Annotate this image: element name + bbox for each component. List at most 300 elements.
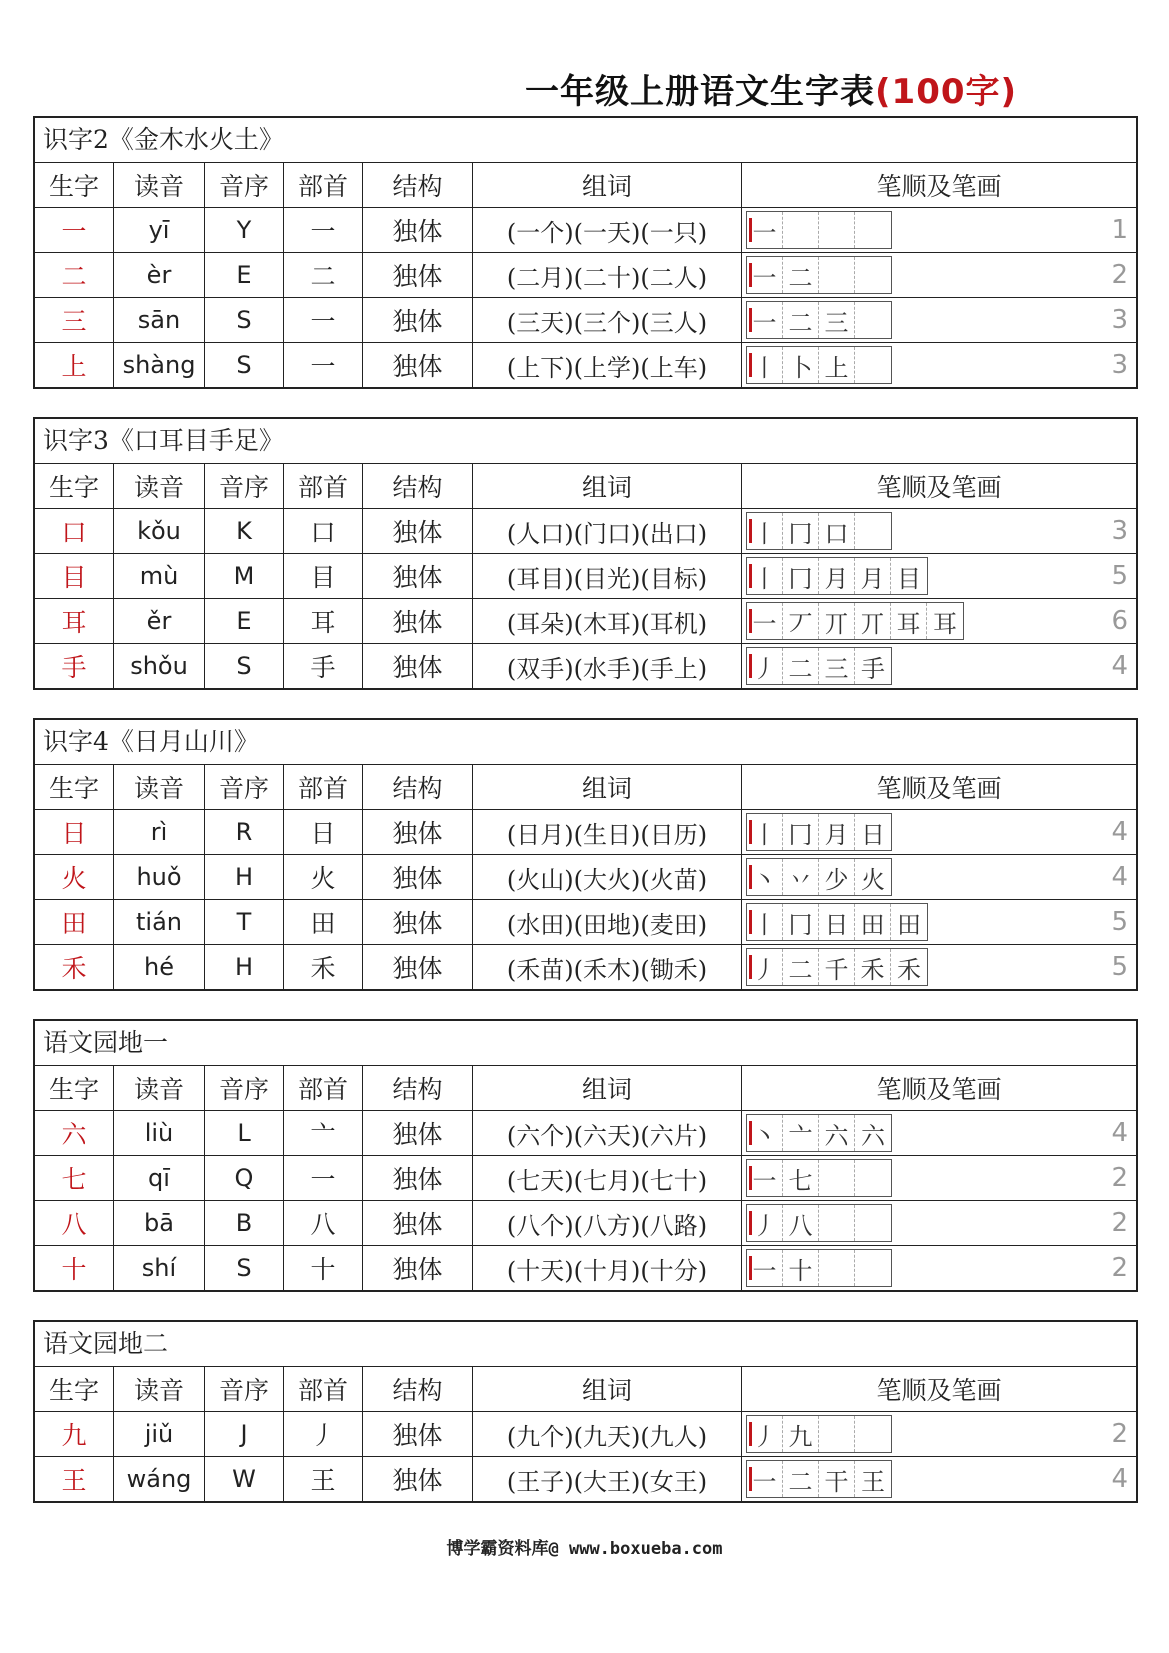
title-count: (100字) xyxy=(875,72,1018,112)
stroke-count: 3 xyxy=(1111,516,1128,546)
order-cell: W xyxy=(205,1457,284,1501)
header-radical: 部首 xyxy=(284,163,363,207)
table-header-row xyxy=(35,464,1136,509)
stroke-step-box: 亠 xyxy=(783,1115,819,1151)
stroke-step-box xyxy=(855,212,891,248)
stroke-count: 2 xyxy=(1111,1208,1128,1238)
stroke-step-box: 丶 xyxy=(747,1115,783,1151)
stroke-count: 4 xyxy=(1111,862,1128,892)
radical-cell: 王 xyxy=(284,1457,363,1501)
structure-cell: 独体 xyxy=(363,810,473,854)
stroke-step-box: 王 xyxy=(861,1467,885,1496)
table-row xyxy=(35,945,1136,989)
structure-cell: 独体 xyxy=(363,253,473,297)
table-header-row xyxy=(35,163,1136,208)
stroke-step-box: 一 xyxy=(747,1461,783,1497)
radical-cell: 口 xyxy=(284,509,363,553)
header-order: 音序 xyxy=(205,163,284,207)
order-cell: H xyxy=(205,945,284,989)
pinyin-cell: huǒ xyxy=(114,855,205,899)
stroke-step-box: 九 xyxy=(783,1416,819,1452)
words-cell: (八个)(八方)(八路) xyxy=(473,1201,742,1245)
section-title: 语文园地二 xyxy=(35,1322,1136,1367)
stroke-step-box: 丌 xyxy=(855,603,891,639)
words-cell: (双手)(水手)(手上) xyxy=(473,644,742,688)
pinyin-cell: sān xyxy=(114,298,205,342)
table-row xyxy=(35,509,1136,554)
words-cell: (上下)(上学)(上车) xyxy=(473,343,742,387)
stroke-step-box: 二 xyxy=(783,648,819,684)
stroke-step-box: 禾 xyxy=(897,955,921,984)
table-row xyxy=(35,900,1136,945)
header-order: 音序 xyxy=(205,464,284,508)
structure-cell: 独体 xyxy=(363,644,473,688)
stroke-order-cell xyxy=(742,554,1136,598)
pinyin-cell: liù xyxy=(114,1111,205,1155)
stroke-count: 3 xyxy=(1111,305,1128,335)
pinyin-cell: ěr xyxy=(114,599,205,643)
words-cell: (二月)(二十)(二人) xyxy=(473,253,742,297)
stroke-step-box: 冂 xyxy=(783,904,819,940)
stroke-step-box: 十 xyxy=(783,1250,819,1286)
pinyin-cell: hé xyxy=(114,945,205,989)
table-header-row xyxy=(35,765,1136,810)
char-cell: 王 xyxy=(35,1457,114,1501)
stroke-step-box xyxy=(855,347,891,383)
header-radical: 部首 xyxy=(284,765,363,809)
stroke-order-cell xyxy=(742,253,1136,297)
table-row xyxy=(35,1201,1136,1246)
stroke-grid xyxy=(746,256,892,294)
pinyin-cell: mù xyxy=(114,554,205,598)
words-cell: (人口)(门口)(出口) xyxy=(473,509,742,553)
structure-cell: 独体 xyxy=(363,1111,473,1155)
stroke-count: 3 xyxy=(1111,350,1128,380)
char-cell: 日 xyxy=(35,810,114,854)
stroke-grid xyxy=(746,1114,892,1152)
stroke-count: 4 xyxy=(1111,817,1128,847)
lesson-section xyxy=(33,718,1138,991)
header-strokes: 笔顺及笔画 xyxy=(876,473,1002,502)
words-cell: (一个)(一天)(一只) xyxy=(473,208,742,252)
structure-cell: 独体 xyxy=(363,855,473,899)
char-cell: 禾 xyxy=(35,945,114,989)
stroke-step-box: 丷 xyxy=(783,859,819,895)
stroke-step-box xyxy=(855,1250,891,1286)
header-radical: 部首 xyxy=(284,1066,363,1110)
pinyin-cell: yī xyxy=(114,208,205,252)
order-cell: B xyxy=(205,1201,284,1245)
structure-cell: 独体 xyxy=(363,1201,473,1245)
header-structure: 结构 xyxy=(363,163,473,207)
char-cell: 目 xyxy=(35,554,114,598)
radical-cell: 田 xyxy=(284,900,363,944)
stroke-grid xyxy=(746,1415,892,1453)
char-cell: 田 xyxy=(35,900,114,944)
header-words: 组词 xyxy=(473,464,742,508)
title-main: 一年级上册语文生字表 xyxy=(525,72,875,112)
stroke-step-box: 火 xyxy=(861,865,885,894)
char-cell: 上 xyxy=(35,343,114,387)
structure-cell: 独体 xyxy=(363,1246,473,1290)
radical-cell: 丿 xyxy=(284,1412,363,1456)
header-structure: 结构 xyxy=(363,765,473,809)
stroke-order-cell xyxy=(742,1156,1136,1200)
stroke-grid xyxy=(746,557,928,595)
stroke-step-box: 一 xyxy=(747,1250,783,1286)
header-pinyin: 读音 xyxy=(114,464,205,508)
stroke-step-box: 丌 xyxy=(819,603,855,639)
order-cell: R xyxy=(205,810,284,854)
stroke-step-box: 目 xyxy=(897,564,921,593)
stroke-step-box: 丿 xyxy=(747,1416,783,1452)
table-row xyxy=(35,599,1136,644)
stroke-step-box: 千 xyxy=(819,949,855,985)
order-cell: S xyxy=(205,1246,284,1290)
order-cell: E xyxy=(205,253,284,297)
table-row xyxy=(35,1457,1136,1501)
stroke-step-box: 冂 xyxy=(783,814,819,850)
lesson-section xyxy=(33,1019,1138,1292)
table-row xyxy=(35,554,1136,599)
stroke-step-box: 耳 xyxy=(891,603,927,639)
table-row xyxy=(35,855,1136,900)
structure-cell: 独体 xyxy=(363,343,473,387)
structure-cell: 独体 xyxy=(363,509,473,553)
words-cell: (水田)(田地)(麦田) xyxy=(473,900,742,944)
stroke-step-box xyxy=(819,212,855,248)
table-row xyxy=(35,253,1136,298)
stroke-step-box: 一 xyxy=(747,257,783,293)
stroke-step-box: 口 xyxy=(819,513,855,549)
stroke-step-box: 六 xyxy=(861,1121,885,1150)
radical-cell: 禾 xyxy=(284,945,363,989)
pinyin-cell: èr xyxy=(114,253,205,297)
header-char: 生字 xyxy=(35,765,114,809)
stroke-order-cell xyxy=(742,343,1136,387)
char-cell: 六 xyxy=(35,1111,114,1155)
table-row xyxy=(35,1111,1136,1156)
stroke-order-cell xyxy=(742,1201,1136,1245)
pinyin-cell: tián xyxy=(114,900,205,944)
words-cell: (九个)(九天)(九人) xyxy=(473,1412,742,1456)
stroke-step-box: 丨 xyxy=(747,904,783,940)
section-title: 识字3《口耳目手足》 xyxy=(35,419,1136,464)
stroke-order-cell xyxy=(742,900,1136,944)
lesson-section xyxy=(33,417,1138,690)
stroke-step-box: 丨 xyxy=(747,347,783,383)
header-char: 生字 xyxy=(35,1066,114,1110)
order-cell: K xyxy=(205,509,284,553)
pinyin-cell: shí xyxy=(114,1246,205,1290)
pinyin-cell: kǒu xyxy=(114,509,205,553)
pinyin-cell: shàng xyxy=(114,343,205,387)
stroke-step-box: 一 xyxy=(747,302,783,338)
pinyin-cell: rì xyxy=(114,810,205,854)
stroke-step-box: 田 xyxy=(855,904,891,940)
radical-cell: 一 xyxy=(284,343,363,387)
radical-cell: 十 xyxy=(284,1246,363,1290)
words-cell: (七天)(七月)(七十) xyxy=(473,1156,742,1200)
order-cell: Q xyxy=(205,1156,284,1200)
stroke-grid xyxy=(746,647,892,685)
char-cell: 十 xyxy=(35,1246,114,1290)
order-cell: Y xyxy=(205,208,284,252)
stroke-grid xyxy=(746,813,892,851)
stroke-step-box: 丶 xyxy=(747,859,783,895)
stroke-step-box: 二 xyxy=(783,257,819,293)
header-order: 音序 xyxy=(205,765,284,809)
stroke-step-box: 手 xyxy=(861,654,885,683)
header-structure: 结构 xyxy=(363,464,473,508)
stroke-step-box: 日 xyxy=(861,820,885,849)
stroke-order-cell xyxy=(742,208,1136,252)
header-radical: 部首 xyxy=(284,464,363,508)
stroke-step-box: 耳 xyxy=(933,609,957,638)
stroke-order-cell xyxy=(742,855,1136,899)
stroke-step-box: 一 xyxy=(747,1160,783,1196)
header-structure: 结构 xyxy=(363,1066,473,1110)
stroke-count: 5 xyxy=(1111,907,1128,937)
header-pinyin: 读音 xyxy=(114,765,205,809)
structure-cell: 独体 xyxy=(363,208,473,252)
header-words: 组词 xyxy=(473,765,742,809)
stroke-step-box xyxy=(855,1205,891,1241)
stroke-step-box: 冂 xyxy=(783,513,819,549)
stroke-step-box: 丿 xyxy=(747,949,783,985)
stroke-step-box: 丿 xyxy=(747,648,783,684)
words-cell: (三天)(三个)(三人) xyxy=(473,298,742,342)
stroke-step-box xyxy=(855,257,891,293)
order-cell: M xyxy=(205,554,284,598)
order-cell: S xyxy=(205,298,284,342)
stroke-count: 4 xyxy=(1111,651,1128,681)
radical-cell: 二 xyxy=(284,253,363,297)
stroke-step-box: 丿 xyxy=(747,1205,783,1241)
words-cell: (王子)(大王)(女王) xyxy=(473,1457,742,1501)
radical-cell: 一 xyxy=(284,298,363,342)
stroke-grid xyxy=(746,346,892,384)
header-order: 音序 xyxy=(205,1367,284,1411)
stroke-step-box: 二 xyxy=(783,949,819,985)
stroke-order-cell xyxy=(742,1412,1136,1456)
structure-cell: 独体 xyxy=(363,945,473,989)
stroke-order-cell xyxy=(742,509,1136,553)
stroke-step-box: 卜 xyxy=(783,347,819,383)
order-cell: S xyxy=(205,343,284,387)
stroke-count: 6 xyxy=(1111,606,1128,636)
stroke-step-box xyxy=(783,212,819,248)
footer-watermark: 博学霸资料库@ www.boxueba.com xyxy=(446,1539,723,1559)
radical-cell: 一 xyxy=(284,208,363,252)
stroke-step-box xyxy=(819,1416,855,1452)
stroke-count: 2 xyxy=(1111,1163,1128,1193)
pinyin-cell: bā xyxy=(114,1201,205,1245)
order-cell: S xyxy=(205,644,284,688)
words-cell: (禾苗)(禾木)(锄禾) xyxy=(473,945,742,989)
stroke-count: 2 xyxy=(1111,260,1128,290)
stroke-count: 1 xyxy=(1111,215,1128,245)
pinyin-cell: wáng xyxy=(114,1457,205,1501)
header-pinyin: 读音 xyxy=(114,1066,205,1110)
header-words: 组词 xyxy=(473,163,742,207)
structure-cell: 独体 xyxy=(363,298,473,342)
stroke-order-cell xyxy=(742,810,1136,854)
radical-cell: 八 xyxy=(284,1201,363,1245)
stroke-count: 5 xyxy=(1111,952,1128,982)
stroke-order-cell xyxy=(742,1246,1136,1290)
stroke-step-box: 月 xyxy=(819,558,855,594)
char-cell: 一 xyxy=(35,208,114,252)
stroke-step-box: 丨 xyxy=(747,513,783,549)
stroke-step-box: 丆 xyxy=(783,603,819,639)
stroke-grid xyxy=(746,1159,892,1197)
structure-cell: 独体 xyxy=(363,1156,473,1200)
stroke-order-cell xyxy=(742,1111,1136,1155)
char-cell: 二 xyxy=(35,253,114,297)
stroke-step-box: 二 xyxy=(783,302,819,338)
radical-cell: 耳 xyxy=(284,599,363,643)
section-title: 识字4《日月山川》 xyxy=(35,720,1136,765)
char-cell: 八 xyxy=(35,1201,114,1245)
header-char: 生字 xyxy=(35,464,114,508)
table-row xyxy=(35,810,1136,855)
stroke-step-box: 七 xyxy=(783,1160,819,1196)
words-cell: (火山)(大火)(火苗) xyxy=(473,855,742,899)
stroke-grid xyxy=(746,602,964,640)
stroke-step-box: 上 xyxy=(819,347,855,383)
header-strokes: 笔顺及笔画 xyxy=(876,1376,1002,1405)
radical-cell: 日 xyxy=(284,810,363,854)
table-row xyxy=(35,343,1136,387)
table-header-row xyxy=(35,1066,1136,1111)
header-strokes: 笔顺及笔画 xyxy=(876,172,1002,201)
structure-cell: 独体 xyxy=(363,1412,473,1456)
pinyin-cell: jiǔ xyxy=(114,1412,205,1456)
stroke-step-box: 三 xyxy=(819,648,855,684)
stroke-step-box: 一 xyxy=(747,212,783,248)
stroke-grid xyxy=(746,948,928,986)
words-cell: (耳朵)(木耳)(耳机) xyxy=(473,599,742,643)
stroke-step-box: 八 xyxy=(783,1205,819,1241)
stroke-step-box: 干 xyxy=(819,1461,855,1497)
stroke-grid xyxy=(746,512,892,550)
stroke-step-box xyxy=(819,1205,855,1241)
header-words: 组词 xyxy=(473,1367,742,1411)
stroke-count: 2 xyxy=(1111,1253,1128,1283)
radical-cell: 目 xyxy=(284,554,363,598)
radical-cell: 亠 xyxy=(284,1111,363,1155)
order-cell: T xyxy=(205,900,284,944)
stroke-grid xyxy=(746,211,892,249)
structure-cell: 独体 xyxy=(363,554,473,598)
header-strokes: 笔顺及笔画 xyxy=(876,1075,1002,1104)
words-cell: (十天)(十月)(十分) xyxy=(473,1246,742,1290)
header-structure: 结构 xyxy=(363,1367,473,1411)
order-cell: E xyxy=(205,599,284,643)
stroke-step-box: 六 xyxy=(819,1115,855,1151)
table-row xyxy=(35,644,1136,688)
stroke-order-cell xyxy=(742,644,1136,688)
char-cell: 七 xyxy=(35,1156,114,1200)
pinyin-cell: shǒu xyxy=(114,644,205,688)
lesson-section xyxy=(33,116,1138,389)
pinyin-cell: qī xyxy=(114,1156,205,1200)
char-cell: 九 xyxy=(35,1412,114,1456)
stroke-order-cell xyxy=(742,945,1136,989)
section-title: 识字2《金木水火土》 xyxy=(35,118,1136,163)
stroke-step-box: 二 xyxy=(783,1461,819,1497)
stroke-step-box: 月 xyxy=(819,814,855,850)
stroke-count: 4 xyxy=(1111,1118,1128,1148)
stroke-order-cell xyxy=(742,599,1136,643)
char-cell: 火 xyxy=(35,855,114,899)
stroke-grid xyxy=(746,1249,892,1287)
words-cell: (耳目)(目光)(目标) xyxy=(473,554,742,598)
table-header-row xyxy=(35,1367,1136,1412)
stroke-step-box: 一 xyxy=(747,603,783,639)
table-row xyxy=(35,1246,1136,1290)
radical-cell: 火 xyxy=(284,855,363,899)
table-row xyxy=(35,1156,1136,1201)
header-words: 组词 xyxy=(473,1066,742,1110)
stroke-step-box: 田 xyxy=(897,910,921,939)
header-order: 音序 xyxy=(205,1066,284,1110)
order-cell: H xyxy=(205,855,284,899)
stroke-step-box xyxy=(855,1416,891,1452)
radical-cell: 一 xyxy=(284,1156,363,1200)
stroke-step-box: 丨 xyxy=(747,558,783,594)
stroke-grid xyxy=(746,1460,892,1498)
section-title: 语文园地一 xyxy=(35,1021,1136,1066)
header-pinyin: 读音 xyxy=(114,163,205,207)
order-cell: L xyxy=(205,1111,284,1155)
page-title xyxy=(525,64,1017,113)
order-cell: J xyxy=(205,1412,284,1456)
char-cell: 手 xyxy=(35,644,114,688)
header-pinyin: 读音 xyxy=(114,1367,205,1411)
stroke-step-box: 月 xyxy=(855,558,891,594)
header-char: 生字 xyxy=(35,1367,114,1411)
stroke-step-box: 冂 xyxy=(783,558,819,594)
structure-cell: 独体 xyxy=(363,900,473,944)
stroke-order-cell xyxy=(742,1457,1136,1501)
stroke-step-box xyxy=(855,513,891,549)
stroke-count: 4 xyxy=(1111,1464,1128,1494)
header-strokes: 笔顺及笔画 xyxy=(876,774,1002,803)
stroke-step-box: 日 xyxy=(819,904,855,940)
lesson-section xyxy=(33,1320,1138,1503)
stroke-step-box xyxy=(855,1160,891,1196)
stroke-count: 5 xyxy=(1111,561,1128,591)
stroke-step-box xyxy=(819,1250,855,1286)
structure-cell: 独体 xyxy=(363,1457,473,1501)
char-cell: 三 xyxy=(35,298,114,342)
stroke-step-box xyxy=(855,302,891,338)
stroke-count: 2 xyxy=(1111,1419,1128,1449)
stroke-step-box: 少 xyxy=(819,859,855,895)
stroke-grid xyxy=(746,903,928,941)
stroke-grid xyxy=(746,1204,892,1242)
stroke-step-box: 三 xyxy=(819,302,855,338)
char-cell: 耳 xyxy=(35,599,114,643)
stroke-grid xyxy=(746,858,892,896)
words-cell: (六个)(六天)(六片) xyxy=(473,1111,742,1155)
structure-cell: 独体 xyxy=(363,599,473,643)
stroke-grid xyxy=(746,301,892,339)
table-row xyxy=(35,208,1136,253)
table-row xyxy=(35,298,1136,343)
